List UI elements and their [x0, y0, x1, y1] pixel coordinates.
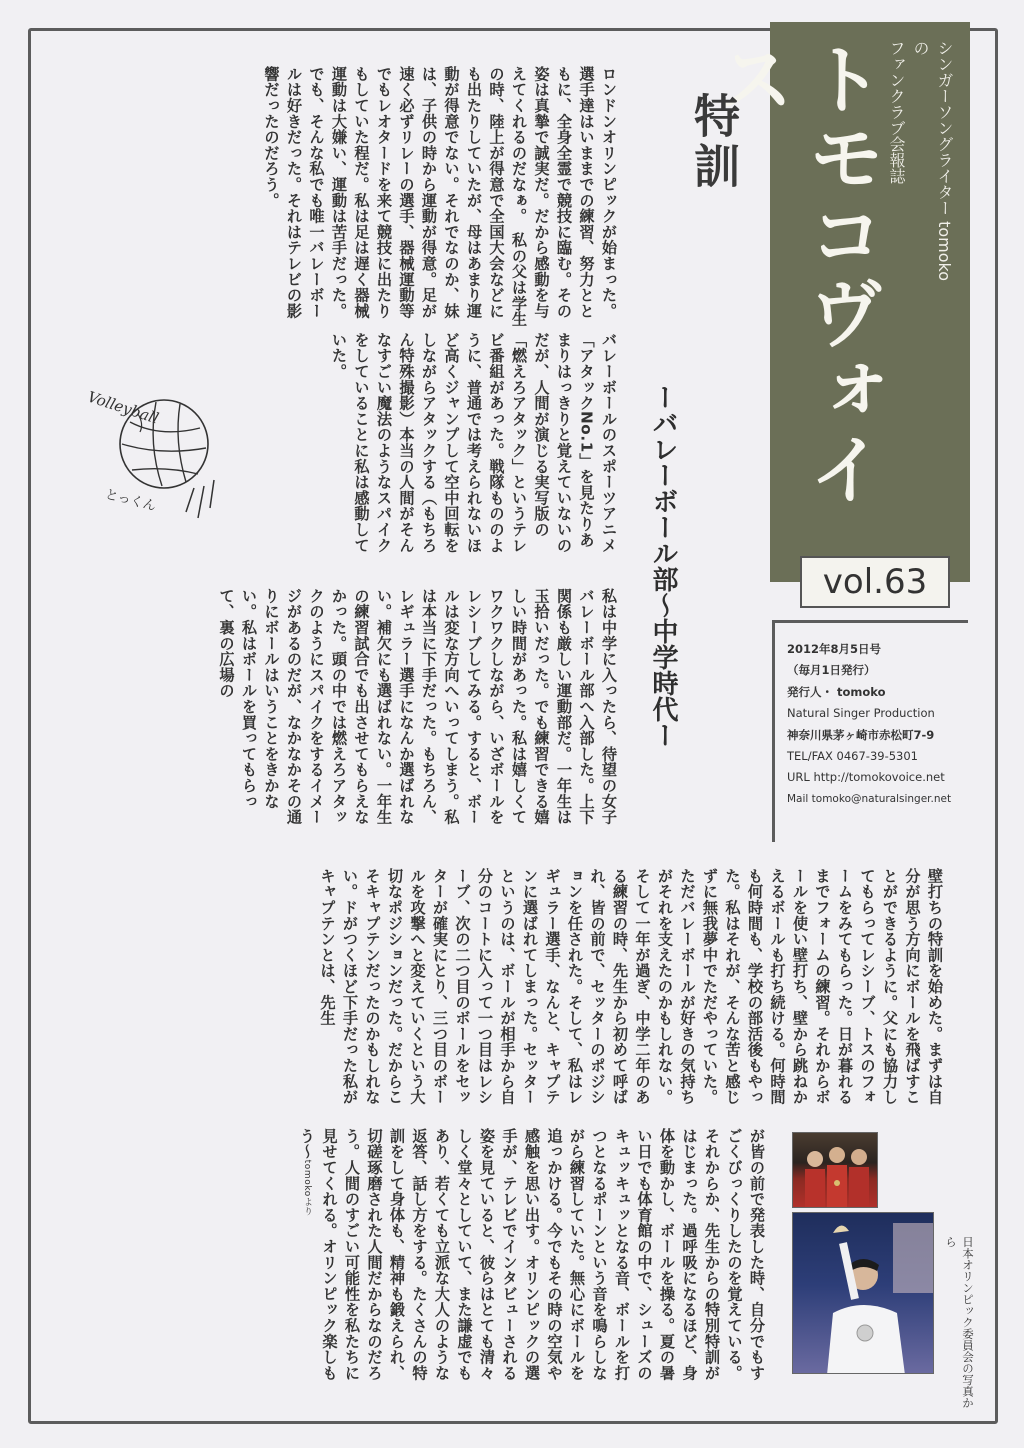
publication-info	[772, 620, 968, 842]
masthead-subtitle-line2: ファンクラブ会報誌	[887, 40, 906, 184]
athlete-figure-icon	[793, 1213, 934, 1374]
headline-title: 特訓	[687, 92, 741, 192]
article-block-1: ロンドンオリンピックが始まった。選手達はいままでの練習、努力とともに、全身全霊で競技に臨む。その姿は真摯で誠実だ。だから感動を与えてくれるのだなぁ。 私の父は学生の時、陸上が得意で全国大会などにも出たりしていたが、母はあまり運動が得意でない。それでなのか、妹は、子供の時から運動が得意。足が速く必ずリレーの選手、器械運動等でもレオタードを来て競技に出たりもしていた程だ。私は足は遅く器械運動は大嫌い、運動は苦手だった。でも、そんな私でも唯一バレーボールは好きだった。それはテレビの影響だったのだろう。	[262, 66, 618, 327]
issue-schedule: （毎月1日発行）	[787, 663, 876, 678]
olympic-athlete-photo	[792, 1212, 934, 1374]
volleyball-label: Volleyball	[85, 387, 161, 428]
olympic-team-photo	[792, 1132, 878, 1208]
article-block-4: 壁打ちの特訓を始めた。まずは自分が思う方向にボールを飛ばすことができるように。父にも協力してもらってレシーブ、トスのフォームをみてもらった。日が暮れるまでフォームの練習。それからボールを使い壁打ち、壁から跳ねかえるボールも打ち続ける。何時間も何時間も、学校の部活後もやった。私はそれが、そんな苦と感じずに無我夢中でただやっていた。ただバレーボールが好きの気持ちがそれを支えたのかもしれない。 そして一年が過ぎ、中学二年のある練習の時、先生から初めて呼ばれ、皆の前で、セッターのポジションを任された。そして、私はレギュラー選手、なんと、キャプテンに選ばれてしまった。セッターというのは、ボールが相手から自分のコートに入って一つ目はレシーブ、次の二つ目のボールをセッターが確実にとり、三つ目のボールを攻撃へと変えていくという大切なポジションだった。だからこそキャプテンだったのかもしれない。ドがつくほど下手だった私がキャプテンとは、先生	[318, 868, 944, 1114]
publisher: 発行人・ tomoko	[787, 684, 886, 699]
signoff: tomokoより	[302, 1159, 312, 1217]
illustration-signature: とっくん	[103, 487, 158, 515]
website-url: URL http://tomokovoice.net	[787, 770, 945, 785]
team-figures-icon	[793, 1133, 878, 1208]
company: Natural Singer Production	[787, 706, 935, 721]
volleyball-illustration	[82, 382, 222, 532]
issue-date: 2012年8月5日号	[787, 642, 882, 656]
headline-subtitle: ーバレーボール部〜中学時代ー	[648, 384, 678, 748]
volume-badge: vol.63	[800, 556, 950, 608]
article-block-2: バレーボールのスポーツアニメ「アタックNo.1」を見たりあまりはっきりと覚えていないのだが、人間が演じる実写版の「燃えろアタック」というテレビ番組があった。戦隊もののように、普通では考えられないほど高くジャンプして空中回転をしながらアタックする（もちろん特殊撮影）本当の人間がそんなすごい魔法のようなスパイクをしていることに私は感動していた。	[330, 332, 618, 554]
address: 神奈川県茅ヶ崎市赤松町7-9	[787, 727, 935, 742]
article-block-5-text: が皆の前で発表した時、自分でもすごくびっくりしたのを覚えている。それからか、先生からの特別特訓がはじまった。過呼吸になるほど、身体を動かし、ボールを操る。夏の暑い日でも体育館の中で、シューズのキュッキュッとなる音、ボールを打つとなるポーンという音を鳴らしながら練習していた。無心にボールを追っかける。今でもその時の空気や感触を思い出す。オリンピックの選手が、テレビでインタビューされる姿を見ていると、彼らはとても清々しく堂々としていて、また謙虚でもあり、若くても立派な大人のような返答、話し方をする。たくさんの特訓をして身体も、精神も鍛えられ、切磋琢磨された人間だからなのだろう。人間のすごい可能性を私たちに見せてくれる。オリンピック楽しもう〜	[298, 1128, 766, 1381]
article-block-5	[60, 1128, 768, 1390]
article-block-3: 私は中学に入ったら、待望の女子バレーボール部へ入部した。上下関係も厳しい運動部だ。一年生は玉拾いだった。でも練習できる嬉しい時間があった。私は嬉しくてワクワクしながら、いざボールをレシーブしてみる。すると、ボールは変な方向へいってしまう。私は本当に下手だった。もちろん、レギュラー選手になんか選ばれない。補欠にも選ばれない。一年生の練習試合でも出させてもらえなかった。頭の中では燃えろアタックのようにスパイクをするイメージがあるのだが、なかなかその通りにボールはいうことをきかない。私はボールを買ってもらって、裏の広場の	[217, 588, 618, 825]
masthead-subtitle-line1: シンガーソングライター tomoko の	[911, 40, 954, 282]
volleyball-icon	[82, 382, 222, 532]
masthead-subtitle	[886, 40, 956, 300]
tel-fax: TEL/FAX 0467-39-5301	[787, 749, 918, 764]
photo-caption: 日本オリンピック委員会の写真から	[944, 1236, 975, 1409]
email: Mail tomoko@naturalsinger.net	[787, 792, 952, 805]
masthead-title: トモコヴォイス	[706, 40, 885, 508]
